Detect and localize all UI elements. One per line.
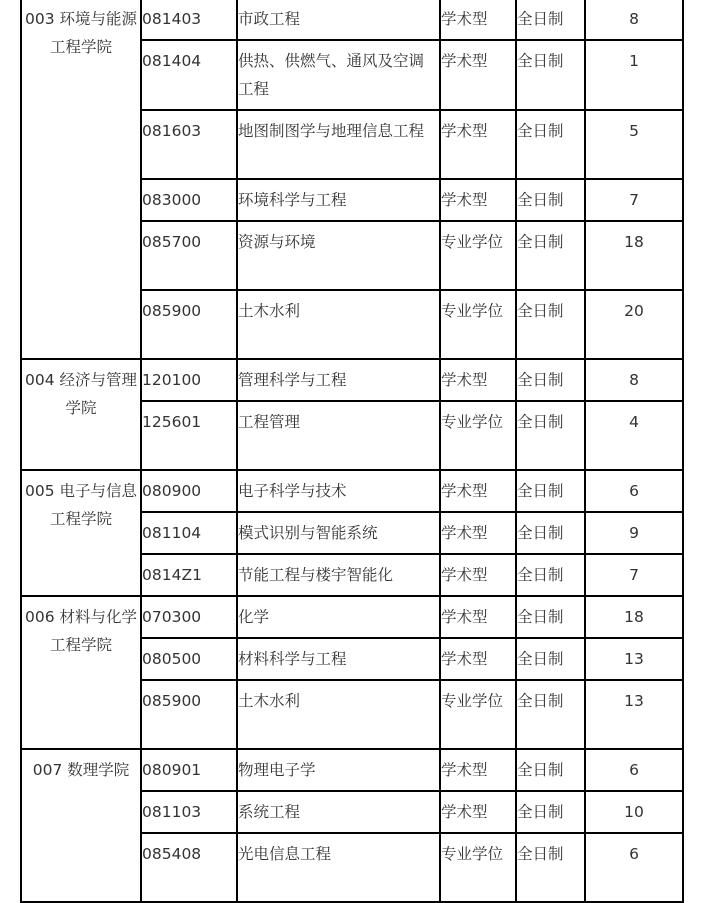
study-mode: 全日制 — [516, 40, 585, 110]
study-mode: 全日制 — [516, 470, 585, 512]
study-mode: 全日制 — [516, 554, 585, 596]
enrollment-quota: 10 — [585, 791, 683, 833]
program-code: 081404 — [141, 40, 237, 110]
program-name: 化学 — [237, 596, 440, 638]
program-name: 电子科学与技术 — [237, 470, 440, 512]
enrollment-quota: 13 — [585, 638, 683, 680]
degree-type: 学术型 — [440, 359, 516, 401]
study-mode: 全日制 — [516, 179, 585, 221]
enrollment-quota: 6 — [585, 833, 683, 902]
enrollment-table — [20, 0, 684, 903]
degree-type: 学术型 — [440, 40, 516, 110]
program-name: 节能工程与楼宇智能化 — [237, 554, 440, 596]
enrollment-quota: 7 — [585, 179, 683, 221]
study-mode: 全日制 — [516, 638, 585, 680]
degree-type: 专业学位 — [440, 833, 516, 902]
program-code: 085700 — [141, 221, 237, 290]
degree-type: 学术型 — [440, 791, 516, 833]
study-mode: 全日制 — [516, 221, 585, 290]
program-name: 土木水利 — [237, 680, 440, 749]
program-code: 120100 — [141, 359, 237, 401]
table-row — [21, 0, 683, 40]
program-name: 物理电子学 — [237, 749, 440, 791]
study-mode: 全日制 — [516, 0, 585, 40]
program-code: 085408 — [141, 833, 237, 902]
enrollment-quota: 18 — [585, 596, 683, 638]
program-name: 资源与环境 — [237, 221, 440, 290]
enrollment-quota: 6 — [585, 470, 683, 512]
study-mode: 全日制 — [516, 833, 585, 902]
program-code: 085900 — [141, 680, 237, 749]
program-name: 材料科学与工程 — [237, 638, 440, 680]
enrollment-quota: 4 — [585, 401, 683, 470]
college-name: 005 电子与信息工程学院 — [21, 470, 141, 596]
study-mode: 全日制 — [516, 596, 585, 638]
enrollment-quota: 18 — [585, 221, 683, 290]
table-row — [21, 596, 683, 638]
program-code: 080500 — [141, 638, 237, 680]
program-name: 系统工程 — [237, 791, 440, 833]
enrollment-quota: 13 — [585, 680, 683, 749]
program-name: 供热、供燃气、通风及空调工程 — [237, 40, 440, 110]
degree-type: 学术型 — [440, 179, 516, 221]
enrollment-quota: 8 — [585, 359, 683, 401]
program-name: 工程管理 — [237, 401, 440, 470]
program-name: 模式识别与智能系统 — [237, 512, 440, 554]
degree-type: 学术型 — [440, 749, 516, 791]
study-mode: 全日制 — [516, 512, 585, 554]
program-name: 光电信息工程 — [237, 833, 440, 902]
degree-type: 学术型 — [440, 554, 516, 596]
college-name: 004 经济与管理学院 — [21, 359, 141, 470]
program-name: 管理科学与工程 — [237, 359, 440, 401]
program-code: 080901 — [141, 749, 237, 791]
program-code: 080900 — [141, 470, 237, 512]
study-mode: 全日制 — [516, 290, 585, 359]
program-code: 081104 — [141, 512, 237, 554]
college-name: 003 环境与能源工程学院 — [21, 0, 141, 359]
degree-type: 学术型 — [440, 596, 516, 638]
enrollment-quota: 6 — [585, 749, 683, 791]
degree-type: 专业学位 — [440, 290, 516, 359]
enrollment-quota: 20 — [585, 290, 683, 359]
study-mode: 全日制 — [516, 791, 585, 833]
study-mode: 全日制 — [516, 401, 585, 470]
program-name: 地图制图学与地理信息工程 — [237, 110, 440, 179]
program-code: 081603 — [141, 110, 237, 179]
program-code: 085900 — [141, 290, 237, 359]
degree-type: 专业学位 — [440, 221, 516, 290]
program-code: 070300 — [141, 596, 237, 638]
enrollment-quota: 8 — [585, 0, 683, 40]
program-code: 125601 — [141, 401, 237, 470]
degree-type: 学术型 — [440, 470, 516, 512]
degree-type: 学术型 — [440, 638, 516, 680]
enrollment-quota: 1 — [585, 40, 683, 110]
program-name: 环境科学与工程 — [237, 179, 440, 221]
college-name: 007 数理学院 — [21, 749, 141, 902]
enrollment-quota: 5 — [585, 110, 683, 179]
program-code: 083000 — [141, 179, 237, 221]
table-row — [21, 359, 683, 401]
program-code: 081103 — [141, 791, 237, 833]
degree-type: 专业学位 — [440, 680, 516, 749]
table-row — [21, 749, 683, 791]
enrollment-quota: 7 — [585, 554, 683, 596]
program-code: 0814Z1 — [141, 554, 237, 596]
study-mode: 全日制 — [516, 110, 585, 179]
degree-type: 学术型 — [440, 512, 516, 554]
program-name: 市政工程 — [237, 0, 440, 40]
degree-type: 学术型 — [440, 0, 516, 40]
degree-type: 学术型 — [440, 110, 516, 179]
college-name: 006 材料与化学工程学院 — [21, 596, 141, 749]
table-body — [21, 0, 683, 902]
enrollment-quota: 9 — [585, 512, 683, 554]
degree-type: 专业学位 — [440, 401, 516, 470]
program-name: 土木水利 — [237, 290, 440, 359]
program-code: 081403 — [141, 0, 237, 40]
study-mode: 全日制 — [516, 359, 585, 401]
study-mode: 全日制 — [516, 749, 585, 791]
table-row — [21, 470, 683, 512]
study-mode: 全日制 — [516, 680, 585, 749]
